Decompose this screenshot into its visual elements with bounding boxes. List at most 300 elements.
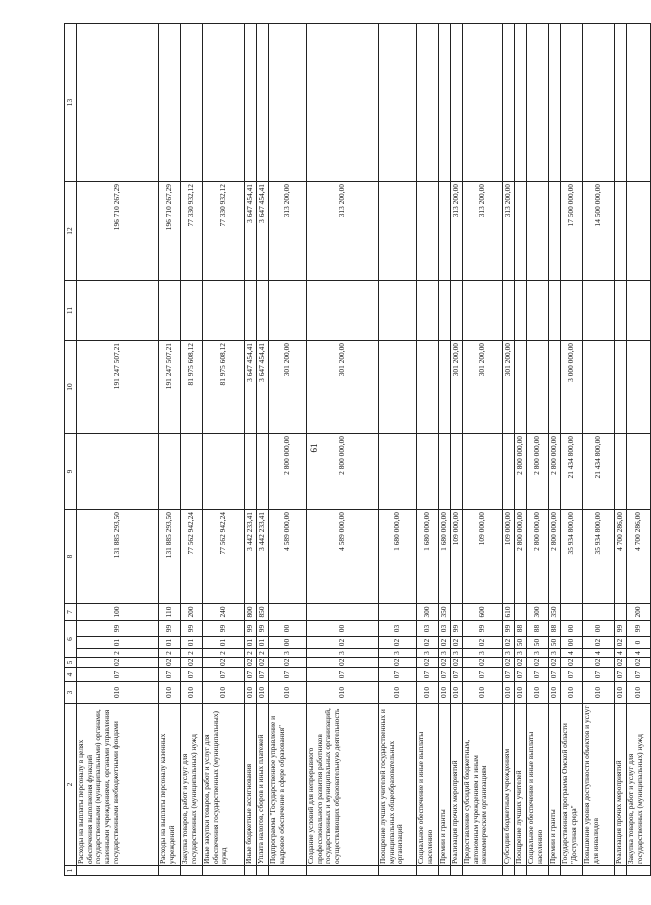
cell-c9: 2 800 000,00: [549, 434, 561, 510]
cell-c3: 010: [245, 682, 257, 704]
cell-c6b: 01: [77, 637, 159, 649]
cell-c6b: 02: [439, 637, 451, 649]
row-marker-cell: [269, 866, 307, 876]
cell-c9: [439, 434, 451, 510]
cell-c6a: 4: [583, 649, 615, 658]
cell-c12: [527, 182, 549, 281]
page-number: 61: [309, 443, 319, 453]
cell-c4: 07: [307, 668, 379, 682]
cell-c5: 02: [515, 658, 527, 668]
column-header: 3: [65, 682, 77, 704]
cell-c6c: 00: [561, 621, 583, 637]
row-marker-cell: [77, 866, 159, 876]
cell-c12: [379, 182, 417, 281]
cell-c6c: 99: [257, 621, 269, 637]
cell-c11: [549, 281, 561, 341]
row-name-cell: Реализация прочих мероприятий: [615, 704, 627, 866]
table-row: [379, 24, 417, 876]
cell-c6d: 110: [159, 604, 181, 621]
cell-c12: [615, 182, 627, 281]
cell-c6a: 3: [439, 649, 451, 658]
cell-c5: 02: [451, 658, 463, 668]
cell-c5: 02: [549, 658, 561, 668]
cell-c5: 02: [203, 658, 245, 668]
column-header: 1: [65, 866, 77, 876]
cell-c5: 02: [615, 658, 627, 668]
table-row: [269, 24, 307, 876]
cell-c11: [561, 281, 583, 341]
column-header: 5: [65, 658, 77, 668]
cell-c12: 313 200,00: [269, 182, 307, 281]
cell-c3: 010: [181, 682, 203, 704]
cell-c5: 02: [307, 658, 379, 668]
cell-c11: [245, 281, 257, 341]
cell-c6d: 100: [77, 604, 159, 621]
cell-c12: 77 330 932,12: [203, 182, 245, 281]
column-header: 4: [65, 668, 77, 682]
cell-c10: 301 200,00: [451, 341, 463, 434]
table-row: [257, 24, 269, 876]
table-row: [307, 24, 379, 876]
cell-c8: 35 934 800,00: [583, 510, 615, 604]
table-row: [463, 24, 503, 876]
cell-c11: [203, 281, 245, 341]
cell-c6d: [515, 604, 527, 621]
cell-c8: 109 000,00: [451, 510, 463, 604]
row-name-cell: Иные бюджетные ассигнования: [245, 704, 257, 866]
cell-c9: 2 800 000,00: [527, 434, 549, 510]
header-row: [65, 24, 77, 876]
row-marker-cell: [463, 866, 503, 876]
cell-c10: [417, 341, 439, 434]
cell-c4: 07: [515, 668, 527, 682]
cell-c8: 1 680 000,00: [417, 510, 439, 604]
cell-c10: 3 647 454,41: [257, 341, 269, 434]
cell-c3: 010: [439, 682, 451, 704]
cell-c5: 02: [245, 658, 257, 668]
cell-c11: [615, 281, 627, 341]
cell-c3: 010: [379, 682, 417, 704]
cell-c13: [615, 24, 627, 182]
cell-c6b: 00: [561, 637, 583, 649]
table-row: [615, 24, 627, 876]
cell-c6b: 02: [379, 637, 417, 649]
cell-c4: 07: [627, 668, 651, 682]
row-marker-cell: [451, 866, 463, 876]
cell-c8: 2 800 000,00: [549, 510, 561, 604]
cell-c9: [615, 434, 627, 510]
cell-c10: 191 247 507,21: [159, 341, 181, 434]
cell-c13: [203, 24, 245, 182]
cell-c8: 4 700 286,00: [627, 510, 651, 604]
cell-c6c: 99: [203, 621, 245, 637]
cell-c11: [503, 281, 515, 341]
row-name-cell: Социальное обеспечение и иные выплаты населению: [417, 704, 439, 866]
cell-c13: [463, 24, 503, 182]
row-marker-cell: [181, 866, 203, 876]
cell-c10: 301 200,00: [463, 341, 503, 434]
cell-c6c: 99: [503, 621, 515, 637]
cell-c5: 02: [159, 658, 181, 668]
cell-c11: [627, 281, 651, 341]
table-row: [417, 24, 439, 876]
cell-c5: 02: [627, 658, 651, 668]
cell-c6a: 3: [463, 649, 503, 658]
cell-c4: 07: [203, 668, 245, 682]
cell-c11: [451, 281, 463, 341]
cell-c13: [527, 24, 549, 182]
cell-c6a: 2: [159, 649, 181, 658]
cell-c9: 2 800 000,00: [515, 434, 527, 510]
cell-c6d: [615, 604, 627, 621]
cell-c5: 02: [181, 658, 203, 668]
row-marker-cell: [307, 866, 379, 876]
cell-c6d: [307, 604, 379, 621]
cell-c12: 3 647 454,41: [245, 182, 257, 281]
cell-c6a: 3: [269, 649, 307, 658]
cell-c11: [257, 281, 269, 341]
budget-table-container: [64, 28, 644, 876]
row-marker-cell: [503, 866, 515, 876]
cell-c6d: 350: [549, 604, 561, 621]
cell-c6d: [583, 604, 615, 621]
cell-c13: [451, 24, 463, 182]
table-row: [583, 24, 615, 876]
row-marker-cell: [549, 866, 561, 876]
cell-c6b: 01: [245, 637, 257, 649]
cell-c6a: 3: [527, 649, 549, 658]
cell-c4: 07: [417, 668, 439, 682]
row-name-cell: Социальное обеспечение и иные выплаты населению: [527, 704, 549, 866]
cell-c13: [561, 24, 583, 182]
cell-c12: 17 500 000,00: [561, 182, 583, 281]
cell-c5: 02: [269, 658, 307, 668]
cell-c6a: 2: [203, 649, 245, 658]
cell-c11: [583, 281, 615, 341]
cell-c6b: 02: [451, 637, 463, 649]
cell-c6d: [379, 604, 417, 621]
cell-c11: [439, 281, 451, 341]
cell-c5: 02: [257, 658, 269, 668]
row-name-cell: Премии и гранты: [439, 704, 451, 866]
cell-c13: [257, 24, 269, 182]
cell-c12: [515, 182, 527, 281]
cell-c6b: 0: [627, 637, 651, 649]
cell-c6b: 01: [203, 637, 245, 649]
cell-c4: 07: [451, 668, 463, 682]
column-header: 10: [65, 341, 77, 434]
table-row: [527, 24, 549, 876]
cell-c13: [549, 24, 561, 182]
cell-c8: 4 589 000,00: [269, 510, 307, 604]
cell-c6a: 2: [245, 649, 257, 658]
cell-c13: [515, 24, 527, 182]
cell-c9: [451, 434, 463, 510]
cell-c6d: 300: [527, 604, 549, 621]
cell-c6c: 99: [615, 621, 627, 637]
cell-c6c: 88: [515, 621, 527, 637]
cell-c4: 07: [77, 668, 159, 682]
row-name-cell: Уплата налогов, сборов и иных платежей: [257, 704, 269, 866]
cell-c6b: 02: [583, 637, 615, 649]
row-marker-cell: [203, 866, 245, 876]
cell-c6c: 99: [463, 621, 503, 637]
column-header: 6: [65, 621, 77, 658]
cell-c6b: 02: [417, 637, 439, 649]
cell-c6b: 50: [549, 637, 561, 649]
table-row: [245, 24, 257, 876]
cell-c4: 07: [245, 668, 257, 682]
column-header: 8: [65, 510, 77, 604]
cell-c4: 07: [615, 668, 627, 682]
cell-c6c: 03: [379, 621, 417, 637]
cell-c11: [379, 281, 417, 341]
cell-c13: [245, 24, 257, 182]
cell-c6a: 3: [379, 649, 417, 658]
cell-c11: [527, 281, 549, 341]
cell-c8: 109 000,00: [463, 510, 503, 604]
cell-c6a: 2: [181, 649, 203, 658]
table-row: [203, 24, 245, 876]
table-row: [159, 24, 181, 876]
row-marker-cell: [245, 866, 257, 876]
cell-c3: 010: [583, 682, 615, 704]
row-marker-cell: [527, 866, 549, 876]
cell-c5: 02: [583, 658, 615, 668]
cell-c12: 3 647 454,41: [257, 182, 269, 281]
cell-c6d: 850: [257, 604, 269, 621]
cell-c6c: 00: [583, 621, 615, 637]
cell-c6c: 88: [549, 621, 561, 637]
cell-c4: 07: [503, 668, 515, 682]
row-marker-cell: [515, 866, 527, 876]
row-marker-cell: [159, 866, 181, 876]
cell-c13: [77, 24, 159, 182]
table-row: [181, 24, 203, 876]
cell-c13: [379, 24, 417, 182]
cell-c10: [627, 341, 651, 434]
cell-c9: [203, 434, 245, 510]
cell-c10: 81 975 608,12: [181, 341, 203, 434]
cell-c3: 010: [417, 682, 439, 704]
budget-table: [64, 23, 651, 876]
cell-c10: 81 975 608,12: [203, 341, 245, 434]
row-name-cell: Закупка товаров, работ и услуг для государственных (муниципальных) нужд: [627, 704, 651, 866]
table-row: [77, 24, 159, 876]
cell-c3: 010: [203, 682, 245, 704]
cell-c3: 010: [257, 682, 269, 704]
cell-c9: [77, 434, 159, 510]
row-name-cell: Поощрение лучших учителей государственных и муниципальных общеобразовательных организаций: [379, 704, 417, 866]
cell-c12: 313 200,00: [463, 182, 503, 281]
cell-c3: 010: [307, 682, 379, 704]
table-row: [627, 24, 651, 876]
cell-c9: [245, 434, 257, 510]
cell-c12: 196 710 267,29: [159, 182, 181, 281]
cell-c6b: 00: [269, 637, 307, 649]
cell-c13: [181, 24, 203, 182]
cell-c6c: 00: [269, 621, 307, 637]
cell-c6a: 3: [417, 649, 439, 658]
cell-c10: 301 200,00: [307, 341, 379, 434]
cell-c11: [417, 281, 439, 341]
cell-c11: [159, 281, 181, 341]
row-marker-cell: [615, 866, 627, 876]
cell-c6a: 3: [503, 649, 515, 658]
cell-c6a: 2: [77, 649, 159, 658]
cell-c3: 010: [451, 682, 463, 704]
cell-c10: [615, 341, 627, 434]
cell-c5: 02: [379, 658, 417, 668]
cell-c8: 77 562 942,24: [203, 510, 245, 604]
cell-c12: 313 200,00: [503, 182, 515, 281]
table-row: [561, 24, 583, 876]
cell-c12: 14 500 000,00: [583, 182, 615, 281]
cell-c10: [549, 341, 561, 434]
cell-c6a: 2: [257, 649, 269, 658]
cell-c6d: 300: [417, 604, 439, 621]
row-name-cell: Премии и гранты: [549, 704, 561, 866]
cell-c4: 07: [181, 668, 203, 682]
cell-c5: 02: [463, 658, 503, 668]
cell-c13: [417, 24, 439, 182]
row-marker-cell: [627, 866, 651, 876]
cell-c6c: 88: [527, 621, 549, 637]
cell-c6c: 03: [417, 621, 439, 637]
cell-c3: 010: [627, 682, 651, 704]
cell-c8: 109 000,00: [503, 510, 515, 604]
cell-c4: 07: [379, 668, 417, 682]
cell-c4: 07: [159, 668, 181, 682]
cell-c9: [181, 434, 203, 510]
cell-c3: 010: [269, 682, 307, 704]
cell-c3: 010: [549, 682, 561, 704]
cell-c13: [583, 24, 615, 182]
cell-c3: 010: [615, 682, 627, 704]
cell-c11: [307, 281, 379, 341]
cell-c5: 02: [439, 658, 451, 668]
cell-c12: 77 330 932,12: [181, 182, 203, 281]
cell-c12: [549, 182, 561, 281]
row-marker-cell: [561, 866, 583, 876]
cell-c9: [159, 434, 181, 510]
cell-c6d: 800: [245, 604, 257, 621]
cell-c5: 02: [77, 658, 159, 668]
cell-c9: [463, 434, 503, 510]
column-header: 2: [65, 704, 77, 866]
cell-c8: 4 589 000,00: [307, 510, 379, 604]
cell-c5: 02: [417, 658, 439, 668]
cell-c4: 07: [583, 668, 615, 682]
cell-c8: 77 562 942,24: [181, 510, 203, 604]
cell-c10: 3 000 000,00: [561, 341, 583, 434]
cell-c10: [527, 341, 549, 434]
row-name-cell: Предоставление субсидий бюджетным, автономным учреждениям и иным некоммерческим организациям: [463, 704, 503, 866]
cell-c5: 02: [527, 658, 549, 668]
cell-c6a: 4: [561, 649, 583, 658]
cell-c6d: 240: [203, 604, 245, 621]
cell-c4: 07: [527, 668, 549, 682]
cell-c12: 313 200,00: [451, 182, 463, 281]
cell-c10: [439, 341, 451, 434]
cell-c8: 1 680 000,00: [439, 510, 451, 604]
cell-c6a: 3: [515, 649, 527, 658]
cell-c8: 131 885 293,50: [77, 510, 159, 604]
cell-c6b: 01: [181, 637, 203, 649]
row-name-cell: Закупка товаров, работ и услуг для государственных (муниципальных) нужд: [181, 704, 203, 866]
cell-c6a: 4: [627, 649, 651, 658]
cell-c6c: 99: [77, 621, 159, 637]
cell-c4: 07: [439, 668, 451, 682]
row-name-cell: Создание условий для непрерывного профессионального развития работников государственных и муниципальных организаций, осуществляющих образовательную деятельность: [307, 704, 379, 866]
cell-c6b: 01: [159, 637, 181, 649]
column-header: 13: [65, 24, 77, 182]
cell-c6b: 02: [307, 637, 379, 649]
cell-c3: 010: [159, 682, 181, 704]
cell-c6c: 99: [627, 621, 651, 637]
cell-c6c: 99: [451, 621, 463, 637]
row-name-cell: Поощрение лучших учителей: [515, 704, 527, 866]
cell-c11: [515, 281, 527, 341]
cell-c9: [379, 434, 417, 510]
row-name-cell: Повышение уровня доступности объектов и услуг для инвалидов: [583, 704, 615, 866]
cell-c12: [627, 182, 651, 281]
row-name-cell: Реализация прочих мероприятий: [451, 704, 463, 866]
cell-c8: 3 442 233,41: [245, 510, 257, 604]
cell-c12: 196 710 267,29: [77, 182, 159, 281]
cell-c6a: 4: [615, 649, 627, 658]
row-name-cell: Иные закупки товаров, работ и услуг для обеспечения государственных (муниципальных) нужд: [203, 704, 245, 866]
table-row: [549, 24, 561, 876]
cell-c10: [379, 341, 417, 434]
cell-c6b: 50: [527, 637, 549, 649]
cell-c13: [307, 24, 379, 182]
cell-c10: 301 200,00: [503, 341, 515, 434]
cell-c6b: 50: [515, 637, 527, 649]
cell-c3: 010: [515, 682, 527, 704]
cell-c11: [181, 281, 203, 341]
cell-c6d: 350: [439, 604, 451, 621]
cell-c6b: 02: [463, 637, 503, 649]
cell-c6d: 600: [463, 604, 503, 621]
cell-c4: 07: [257, 668, 269, 682]
cell-c6b: 02: [503, 637, 515, 649]
cell-c6d: 200: [627, 604, 651, 621]
column-header: 12: [65, 182, 77, 281]
cell-c8: 2 800 000,00: [515, 510, 527, 604]
cell-c13: [159, 24, 181, 182]
cell-c11: [269, 281, 307, 341]
cell-c3: 010: [527, 682, 549, 704]
row-marker-cell: [257, 866, 269, 876]
cell-c13: [439, 24, 451, 182]
cell-c5: 02: [503, 658, 515, 668]
cell-c6c: 99: [181, 621, 203, 637]
cell-c8: 131 885 293,50: [159, 510, 181, 604]
cell-c10: [583, 341, 615, 434]
cell-c4: 07: [463, 668, 503, 682]
cell-c6a: 3: [549, 649, 561, 658]
cell-c12: [439, 182, 451, 281]
cell-c3: 010: [463, 682, 503, 704]
cell-c13: [503, 24, 515, 182]
cell-c9: [257, 434, 269, 510]
cell-c6a: 3: [307, 649, 379, 658]
table-row: [451, 24, 463, 876]
row-marker-cell: [583, 866, 615, 876]
cell-c10: 301 200,00: [269, 341, 307, 434]
table-row: [515, 24, 527, 876]
